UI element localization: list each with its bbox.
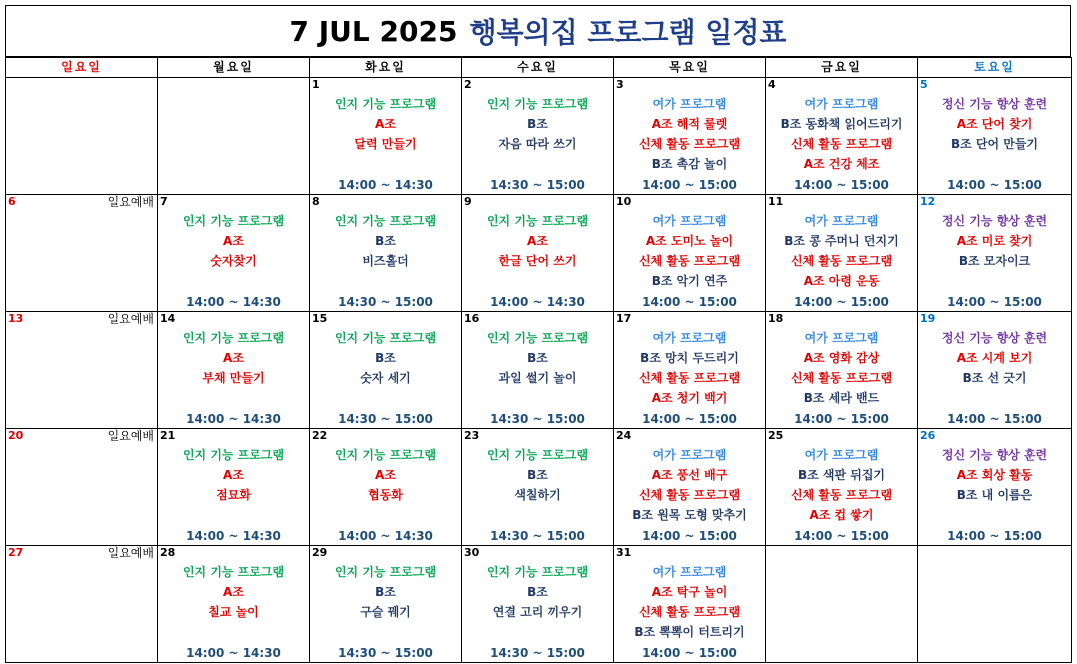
program-line: A조 xyxy=(375,117,396,131)
program-line: 인지 기능 프로그램 xyxy=(182,448,285,462)
program-time: 14:00 ~ 15:00 xyxy=(642,646,737,660)
program-line: B조 xyxy=(527,585,548,599)
day-cell xyxy=(6,312,158,429)
program-lines xyxy=(766,445,917,525)
week-row xyxy=(6,429,1072,546)
program-line: 여가 프로그램 xyxy=(804,448,879,462)
day-cell xyxy=(158,312,310,429)
program-lines xyxy=(310,445,461,505)
program-time: 14:30 ~ 15:00 xyxy=(490,178,585,192)
program-time: 14:00 ~ 15:00 xyxy=(947,178,1042,192)
program-line: 숫자 세기 xyxy=(360,371,411,385)
program-lines xyxy=(614,562,765,642)
day-number: 7 xyxy=(160,195,168,208)
weekday-header-row xyxy=(6,58,1072,78)
day-cell xyxy=(766,429,918,546)
program-time: 14:00 ~ 15:00 xyxy=(794,412,889,426)
day-number: 12 xyxy=(920,195,936,208)
day-cell xyxy=(310,195,462,312)
program-line: 한글 단어 쓰기 xyxy=(498,254,577,268)
program-line: B조 색판 뒤집기 xyxy=(797,468,886,482)
program-line: 인지 기능 프로그램 xyxy=(486,565,589,579)
program-line: B조 xyxy=(527,117,548,131)
day-cell xyxy=(918,195,1072,312)
day-number: 24 xyxy=(616,429,632,442)
program-line: 정신 기능 향상 훈련 xyxy=(941,448,1048,462)
program-line: A조 영화 감상 xyxy=(803,351,880,365)
day-cell xyxy=(310,312,462,429)
calendar-table xyxy=(5,57,1072,663)
program-time: 14:00 ~ 15:00 xyxy=(642,529,737,543)
program-line: 과일 썰기 놀이 xyxy=(498,371,577,385)
day-cell xyxy=(614,78,766,195)
program-line: B조 동화책 읽어드리기 xyxy=(780,117,903,131)
empty-day-cell xyxy=(6,78,158,195)
program-lines xyxy=(310,328,461,388)
program-lines xyxy=(614,211,765,291)
program-time: 14:00 ~ 15:00 xyxy=(947,295,1042,309)
program-lines xyxy=(462,94,613,154)
day-number: 2 xyxy=(464,78,472,91)
day-cell xyxy=(614,195,766,312)
weekday-wednesday: 수요일 xyxy=(462,58,614,78)
day-number: 22 xyxy=(312,429,328,442)
program-line: A조 풍선 배구 xyxy=(651,468,728,482)
day-number: 20 xyxy=(8,429,24,442)
program-time: 14:00 ~ 15:00 xyxy=(642,178,737,192)
program-line: 신체 활동 프로그램 xyxy=(638,605,741,619)
title-korean: 행복의집 프로그램 일정표 xyxy=(469,16,787,49)
program-line: B조 원목 도형 맞추기 xyxy=(632,508,747,522)
program-lines xyxy=(918,94,1071,154)
program-line: 여가 프로그램 xyxy=(652,331,727,345)
program-line: 인지 기능 프로그램 xyxy=(486,97,589,111)
day-number: 4 xyxy=(768,78,776,91)
sunday-worship-label: 일요예배 xyxy=(107,312,154,326)
day-cell xyxy=(766,312,918,429)
program-time: 14:00 ~ 14:30 xyxy=(490,295,585,309)
program-line: 정신 기능 향상 훈련 xyxy=(941,214,1048,228)
day-number: 13 xyxy=(8,312,24,325)
day-number: 9 xyxy=(464,195,472,208)
program-time: 14:30 ~ 15:00 xyxy=(338,412,433,426)
program-time: 14:00 ~ 15:00 xyxy=(947,529,1042,543)
program-line: B조 xyxy=(375,585,396,599)
program-line: 색칠하기 xyxy=(514,488,561,502)
program-line: 여가 프로그램 xyxy=(652,448,727,462)
program-lines xyxy=(310,211,461,271)
day-cell xyxy=(766,78,918,195)
day-cell xyxy=(766,195,918,312)
day-number: 30 xyxy=(464,546,480,559)
program-line: 여가 프로그램 xyxy=(652,565,727,579)
day-number: 25 xyxy=(768,429,784,442)
weekday-monday: 월요일 xyxy=(158,58,310,78)
program-lines xyxy=(462,211,613,271)
day-cell xyxy=(158,429,310,546)
program-lines xyxy=(766,211,917,291)
program-line: 부채 만들기 xyxy=(202,371,265,385)
day-cell xyxy=(310,78,462,195)
day-cell xyxy=(614,312,766,429)
week-row xyxy=(6,195,1072,312)
program-line: B조 xyxy=(375,351,396,365)
program-line: A조 xyxy=(375,468,396,482)
program-lines xyxy=(310,562,461,622)
weekday-saturday: 토요일 xyxy=(918,58,1072,78)
day-cell xyxy=(158,546,310,663)
program-line: 여가 프로그램 xyxy=(804,214,879,228)
program-line: 칠교 놀이 xyxy=(208,605,259,619)
weekday-friday: 금요일 xyxy=(766,58,918,78)
program-time: 14:00 ~ 14:30 xyxy=(186,529,281,543)
program-lines xyxy=(158,328,309,388)
program-line: A조 xyxy=(527,234,548,248)
program-lines xyxy=(462,445,613,505)
program-line: A조 컵 쌓기 xyxy=(809,508,874,522)
program-line: 자음 따라 쓰기 xyxy=(498,137,577,151)
day-number: 21 xyxy=(160,429,176,442)
program-line: 비즈홀더 xyxy=(362,254,409,268)
program-line: B조 xyxy=(527,351,548,365)
program-line: 여가 프로그램 xyxy=(652,214,727,228)
day-cell xyxy=(614,546,766,663)
day-cell xyxy=(462,429,614,546)
day-number: 18 xyxy=(768,312,784,325)
day-number: 16 xyxy=(464,312,480,325)
program-lines xyxy=(766,94,917,174)
program-line: B조 내 이름은 xyxy=(956,488,1033,502)
program-lines xyxy=(462,328,613,388)
program-line: 정신 기능 향상 훈련 xyxy=(941,331,1048,345)
program-line: 여가 프로그램 xyxy=(804,97,879,111)
title-date: 7 JUL 2025 xyxy=(289,14,458,48)
program-line: B조 단어 만들기 xyxy=(950,137,1039,151)
day-number: 26 xyxy=(920,429,936,442)
program-lines xyxy=(918,211,1071,271)
program-line: A조 해적 룰렛 xyxy=(651,117,728,131)
program-time: 14:30 ~ 15:00 xyxy=(338,646,433,660)
program-time: 14:00 ~ 14:30 xyxy=(186,412,281,426)
program-time: 14:00 ~ 14:30 xyxy=(338,178,433,192)
program-line: 구슬 꿰기 xyxy=(360,605,411,619)
weekday-sunday: 일요일 xyxy=(6,58,158,78)
day-cell xyxy=(6,546,158,663)
day-number: 14 xyxy=(160,312,176,325)
day-cell xyxy=(462,312,614,429)
program-time: 14:00 ~ 14:30 xyxy=(186,646,281,660)
program-line: B조 세라 밴드 xyxy=(803,391,880,405)
day-cell xyxy=(158,195,310,312)
program-line: 인지 기능 프로그램 xyxy=(486,331,589,345)
program-line: 인지 기능 프로그램 xyxy=(334,331,437,345)
day-cell xyxy=(918,429,1072,546)
weekday-thursday: 목요일 xyxy=(614,58,766,78)
program-time: 14:00 ~ 15:00 xyxy=(794,178,889,192)
day-number: 1 xyxy=(312,78,320,91)
program-line: 정신 기능 향상 훈련 xyxy=(941,97,1048,111)
day-number: 31 xyxy=(616,546,632,559)
program-line: 협동화 xyxy=(368,488,403,502)
day-cell xyxy=(462,195,614,312)
program-lines xyxy=(614,445,765,525)
day-number: 11 xyxy=(768,195,784,208)
day-number: 17 xyxy=(616,312,632,325)
program-lines xyxy=(462,562,613,622)
program-time: 14:30 ~ 15:00 xyxy=(490,646,585,660)
program-line: 신체 활동 프로그램 xyxy=(638,254,741,268)
program-lines xyxy=(310,94,461,154)
empty-day-cell xyxy=(918,546,1072,663)
day-number: 5 xyxy=(920,78,928,91)
day-number: 27 xyxy=(8,546,24,559)
program-line: A조 단어 찾기 xyxy=(956,117,1033,131)
program-line: B조 선 긋기 xyxy=(962,371,1027,385)
week-row xyxy=(6,78,1072,195)
program-line: 여가 프로그램 xyxy=(652,97,727,111)
program-line: A조 xyxy=(223,351,244,365)
program-time: 14:00 ~ 15:00 xyxy=(947,412,1042,426)
program-line: 인지 기능 프로그램 xyxy=(182,565,285,579)
program-line: 신체 활동 프로그램 xyxy=(638,137,741,151)
program-line: A조 탁구 놀이 xyxy=(651,585,728,599)
program-line: 인지 기능 프로그램 xyxy=(486,214,589,228)
day-cell xyxy=(6,429,158,546)
week-row xyxy=(6,312,1072,429)
program-line: A조 회상 활동 xyxy=(956,468,1033,482)
program-line: 인지 기능 프로그램 xyxy=(182,214,285,228)
program-line: A조 아령 운동 xyxy=(803,274,880,288)
weekday-tuesday: 화요일 xyxy=(310,58,462,78)
day-number: 10 xyxy=(616,195,632,208)
program-line: 신체 활동 프로그램 xyxy=(790,254,893,268)
program-line: 신체 활동 프로그램 xyxy=(638,488,741,502)
day-cell xyxy=(310,546,462,663)
program-line: A조 건강 체조 xyxy=(803,157,880,171)
day-cell xyxy=(462,78,614,195)
program-time: 14:00 ~ 15:00 xyxy=(642,295,737,309)
program-lines xyxy=(766,328,917,408)
program-line: B조 악기 연주 xyxy=(651,274,728,288)
program-line: B조 촉감 놀이 xyxy=(651,157,728,171)
program-line: A조 청기 백기 xyxy=(651,391,728,405)
program-line: 인지 기능 프로그램 xyxy=(486,448,589,462)
program-line: A조 도미노 놀이 xyxy=(645,234,734,248)
day-number: 6 xyxy=(8,195,16,208)
day-number: 23 xyxy=(464,429,480,442)
program-line: A조 시계 보기 xyxy=(956,351,1033,365)
program-line: 인지 기능 프로그램 xyxy=(334,565,437,579)
day-number: 28 xyxy=(160,546,176,559)
day-number: 29 xyxy=(312,546,328,559)
program-lines xyxy=(158,211,309,271)
day-number: 19 xyxy=(920,312,936,325)
program-lines xyxy=(918,445,1071,505)
program-time: 14:30 ~ 15:00 xyxy=(490,412,585,426)
program-line: 인지 기능 프로그램 xyxy=(334,448,437,462)
sunday-worship-label: 일요예배 xyxy=(107,546,154,560)
day-cell xyxy=(918,78,1072,195)
program-line: B조 뽁뽁이 터트리기 xyxy=(634,625,745,639)
program-line: B조 xyxy=(375,234,396,248)
day-number: 3 xyxy=(616,78,624,91)
program-line: 신체 활동 프로그램 xyxy=(638,371,741,385)
program-line: 여가 프로그램 xyxy=(804,331,879,345)
program-lines xyxy=(158,562,309,622)
day-cell xyxy=(462,546,614,663)
program-line: 연결 고리 끼우기 xyxy=(492,605,583,619)
program-line: 신체 활동 프로그램 xyxy=(790,488,893,502)
program-line: 점묘화 xyxy=(216,488,251,502)
program-line: 인지 기능 프로그램 xyxy=(334,214,437,228)
program-lines xyxy=(158,445,309,505)
program-line: A조 xyxy=(223,234,244,248)
program-time: 14:00 ~ 15:00 xyxy=(794,295,889,309)
program-line: B조 xyxy=(527,468,548,482)
program-line: A조 xyxy=(223,585,244,599)
program-line: 인지 기능 프로그램 xyxy=(334,97,437,111)
program-time: 14:00 ~ 15:00 xyxy=(642,412,737,426)
program-time: 14:00 ~ 14:30 xyxy=(186,295,281,309)
sunday-worship-label: 일요예배 xyxy=(107,195,154,209)
program-line: A조 미로 찾기 xyxy=(956,234,1033,248)
program-lines xyxy=(918,328,1071,388)
calendar-body xyxy=(6,78,1072,663)
empty-day-cell xyxy=(766,546,918,663)
day-cell xyxy=(918,312,1072,429)
program-lines xyxy=(614,94,765,174)
week-row xyxy=(6,546,1072,663)
program-line: B조 망치 두드리기 xyxy=(640,351,739,365)
sunday-worship-label: 일요예배 xyxy=(107,429,154,443)
day-cell xyxy=(6,195,158,312)
page-title xyxy=(5,5,1071,57)
program-line: 신체 활동 프로그램 xyxy=(790,371,893,385)
day-number: 15 xyxy=(312,312,328,325)
program-time: 14:30 ~ 15:00 xyxy=(338,295,433,309)
program-lines xyxy=(614,328,765,408)
day-cell xyxy=(310,429,462,546)
day-number: 8 xyxy=(312,195,320,208)
program-time: 14:30 ~ 15:00 xyxy=(490,529,585,543)
program-line: 신체 활동 프로그램 xyxy=(790,137,893,151)
program-line: B조 모자이크 xyxy=(958,254,1031,268)
program-line: 숫자찾기 xyxy=(210,254,257,268)
program-time: 14:00 ~ 15:00 xyxy=(794,529,889,543)
day-cell xyxy=(614,429,766,546)
empty-day-cell xyxy=(158,78,310,195)
program-line: A조 xyxy=(223,468,244,482)
program-time: 14:00 ~ 14:30 xyxy=(338,529,433,543)
program-line: 달력 만들기 xyxy=(354,137,417,151)
program-line: B조 콩 주머니 던지기 xyxy=(784,234,899,248)
program-line: 인지 기능 프로그램 xyxy=(182,331,285,345)
